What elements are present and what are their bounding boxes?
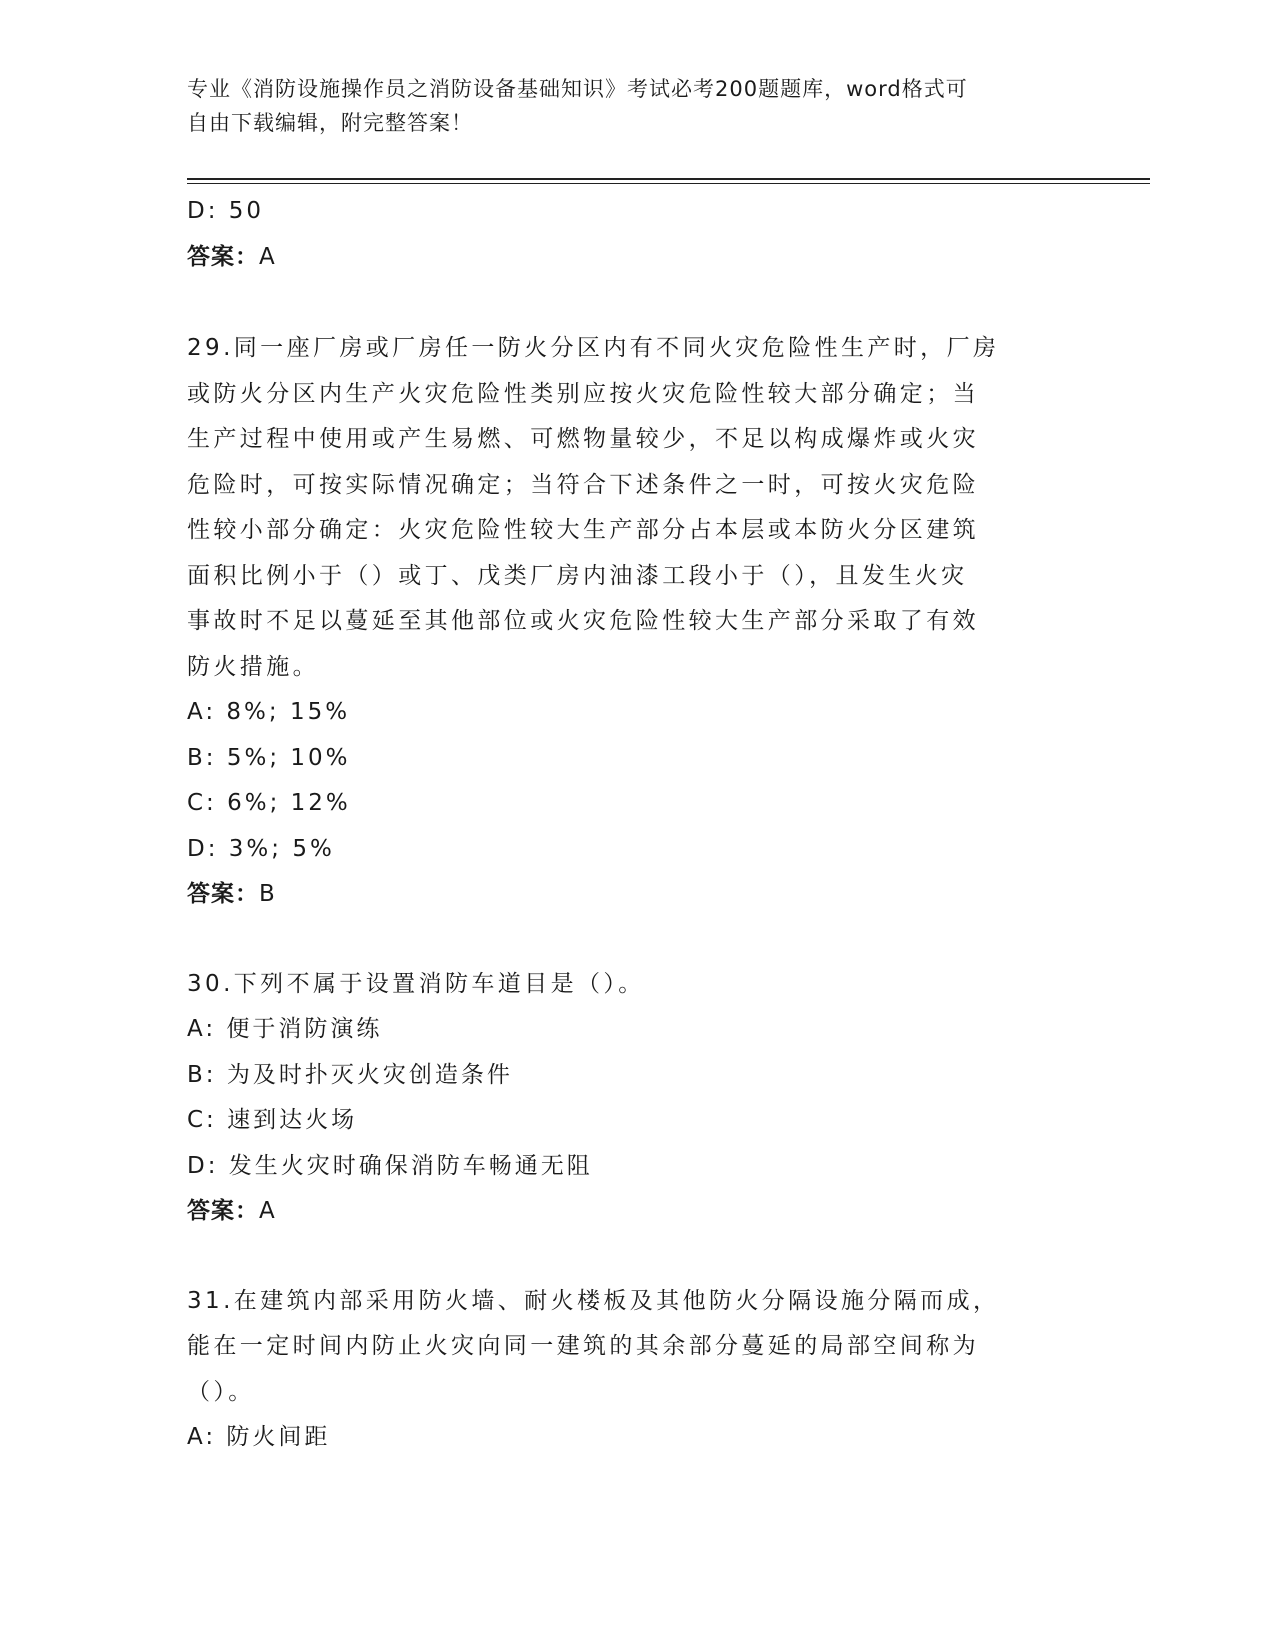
question-31 xyxy=(187,1279,1067,1461)
option-a: A: 防火间距 xyxy=(187,1424,331,1450)
answer-value: A xyxy=(259,1198,276,1224)
question-text-line: 性较小部分确定：火灾危险性较大生产部分占本层或本防火分区建筑 xyxy=(187,517,979,543)
answer-label: 答案： xyxy=(187,1198,259,1224)
option-c: C: 6%; 12% xyxy=(187,790,351,816)
question-30 xyxy=(187,962,1067,1235)
question-text-line: 危险时，可按实际情况确定；当符合下述条件之一时，可按火灾危险 xyxy=(187,471,979,498)
option-d: D: 发生火灾时确保消防车畅通无阻 xyxy=(187,1152,593,1179)
question-text-line: （）。 xyxy=(187,1378,255,1405)
question-29 xyxy=(187,326,1067,918)
option-a: A: 8%; 15% xyxy=(187,699,351,725)
option-b: B: 为及时扑灭火灾创造条件 xyxy=(187,1061,513,1088)
question-text-line: 面积比例小于（）或丁、戊类厂房内油漆工段小于（），且发生火灾 xyxy=(187,562,968,589)
answer xyxy=(187,872,1067,918)
question-text-line: 生产过程中使用或产生易燃、可燃物量较少，不足以构成爆炸或火灾 xyxy=(187,426,979,452)
header-line-2: 自由下载编辑，附完整答案！ xyxy=(187,111,473,135)
question-text-line: 30.下列不属于设置消防车道目是（）。 xyxy=(187,970,645,997)
header-divider-thin xyxy=(187,183,1150,184)
question-text-line: 或防火分区内生产火灾危险性类别应按火灾危险性较大部分确定；当 xyxy=(187,380,979,407)
option-a: A: 便于消防演练 xyxy=(187,1016,383,1042)
document-body xyxy=(187,189,1067,1461)
prev-option-d: D: 50 xyxy=(187,198,265,224)
option-b: B: 5%; 10% xyxy=(187,744,351,771)
question-text-line: 防火措施。 xyxy=(187,653,319,680)
answer-label: 答案： xyxy=(187,243,259,270)
answer-label: 答案： xyxy=(187,881,259,907)
option-c: C: 速到达火场 xyxy=(187,1107,358,1133)
answer-value: A xyxy=(259,243,276,270)
prev-answer xyxy=(187,235,1067,281)
answer xyxy=(187,1189,1067,1235)
question-text-line: 29.同一座厂房或厂房任一防火分区内有不同火灾危险性生产时，厂房 xyxy=(187,335,1000,361)
question-text-line: 31.在建筑内部采用防火墙、耐火楼板及其他防火分隔设施分隔而成， xyxy=(187,1287,1000,1314)
header-divider-thick xyxy=(187,178,1150,180)
answer-value: B xyxy=(259,881,276,907)
page-header xyxy=(187,72,1067,140)
header-line-1: 专业《消防设施操作员之消防设备基础知识》考试必考200题题库，word格式可 xyxy=(187,77,968,101)
option-d: D: 3%; 5% xyxy=(187,835,335,862)
question-text-line: 事故时不足以蔓延至其他部位或火灾危险性较大生产部分采取了有效 xyxy=(187,608,979,634)
question-text-line: 能在一定时间内防止火灾向同一建筑的其余部分蔓延的局部空间称为 xyxy=(187,1333,979,1359)
